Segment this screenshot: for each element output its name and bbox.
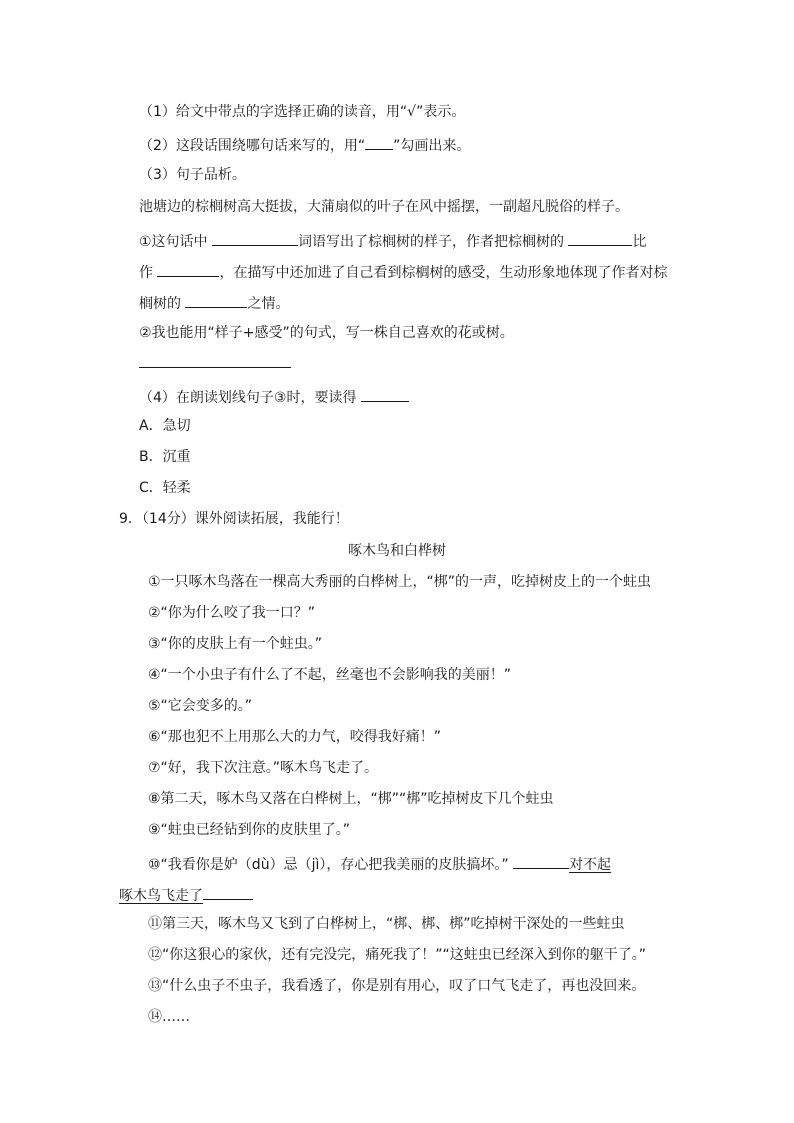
q9-paragraph-5: ⑤“它会变多的。” [148, 698, 253, 714]
q8-line2-text-b: ，在描写中还加进了自己看到棕榈树的感受，生动形象地体现了作者对棕 [219, 265, 668, 281]
q9-paragraph-2: ②“你为什么咬了我一口？” [148, 605, 316, 621]
q9-title: 啄木鸟和白桦树 [348, 543, 446, 559]
q8-sub2-blank [365, 134, 393, 150]
q9-paragraph-14: ⑭…… [148, 1009, 190, 1025]
q8-line3-text-a: 榈树的 [139, 296, 181, 312]
q8-line1-blank-2 [568, 230, 632, 246]
q8-line3 [139, 292, 289, 313]
q9-header: 9．（14分）课外阅读拓展，我能行！ [119, 511, 349, 527]
q9-paragraph-6: ⑥“那也犯不上用那么大的力气，咬得我好痛！” [148, 729, 442, 745]
q9-paragraph-10-cont-underlined: 啄木鸟飞走了 [119, 888, 203, 904]
q8-answer-rule [139, 367, 291, 368]
q8-line3-blank [185, 292, 247, 308]
q8-line1-text-a: ①这句话中 [139, 234, 208, 250]
q9-paragraph-3: ③“你的皮肤上有一个蛀虫。” [148, 636, 323, 652]
q8-line4: ②我也能用“样子+感受”的句式，写一株自己喜欢的花或树。 [139, 325, 514, 341]
q8-sub4 [139, 386, 409, 407]
q8-sub2 [139, 134, 470, 155]
q8-line2 [139, 261, 667, 282]
q9-paragraph-13: ⑬“什么虫子不虫子，我看透了，你是别有用心，叹了口气飞走了，再也没回来。 [148, 978, 646, 994]
q8-sub2-text-b: ”勾画出来。 [393, 138, 471, 154]
q9-paragraph-11: ⑪第三天，啄木鸟又飞到了白桦树上，“梆、梆、梆”吃掉树干深处的一些蛀虫 [148, 916, 625, 932]
q8-sub2-text-a: （2）这段话围绕哪句话来写的，用“ [139, 138, 366, 154]
q8-line1 [139, 230, 646, 251]
q9-paragraph-10 [148, 853, 611, 874]
q8-line2-text-a: 作 [139, 265, 153, 281]
q8-sub3: （3）句子品析。 [139, 167, 246, 183]
q9-paragraph-10-underlined: 对不起 [569, 857, 612, 873]
q9-paragraph-10-cont [119, 884, 253, 905]
q8-line1-text-c: 比 [632, 234, 647, 250]
q9-paragraph-1: ①一只啄木鸟落在一棵高大秀丽的白桦树上，“梆”的一声，吃掉树皮上的一个蛀虫 [148, 574, 652, 590]
q8-sentence: 池塘边的棕榈树高大挺拔，大蒲扇似的叶子在风中摇摆，一副超凡脱俗的样子。 [139, 199, 629, 215]
q8-sub4-text: （4）在朗读划线句子③时，要读得 [139, 390, 357, 406]
q9-paragraph-7: ⑦“好，我下次注意。”啄木鸟飞走了。 [148, 760, 379, 776]
q8-option-a: A．急切 [139, 418, 191, 434]
q9-paragraph-12: ⑫“你这狠心的家伙，还有完没完，痛死我了！”“这蛀虫已经深入到你的躯干了。” [148, 947, 647, 963]
q8-option-c: C．轻柔 [139, 480, 191, 496]
q8-sub1: （1）给文中带点的字选择正确的读音，用“√”表示。 [139, 104, 466, 120]
q8-option-b: B．沉重 [139, 449, 191, 465]
q9-paragraph-9: ⑨“蛀虫已经钻到你的皮肤里了。” [148, 822, 351, 838]
q9-paragraph-10-cont-blank [203, 884, 253, 900]
q9-paragraph-8: ⑧第二天，啄木鸟又落在白桦树上，“梆”“梆”吃掉树皮下几个蛀虫 [148, 791, 554, 807]
q9-paragraph-10-blank [513, 853, 569, 869]
q9-paragraph-10-text: ⑩“我看你是妒（dù）忌（jì），存心把我美丽的皮肤搞坏。” [148, 857, 509, 873]
q8-sub4-blank [361, 386, 409, 402]
q8-line1-blank-1 [212, 230, 298, 246]
q8-line2-blank [157, 261, 219, 277]
q8-line1-text-b: 词语写出了棕榈树的样子，作者把棕榈树的 [298, 234, 565, 250]
q8-line3-text-b: 之情。 [247, 296, 290, 312]
q9-paragraph-4: ④“一个小虫子有什么了不起，丝毫也不会影响我的美丽！” [148, 667, 512, 683]
